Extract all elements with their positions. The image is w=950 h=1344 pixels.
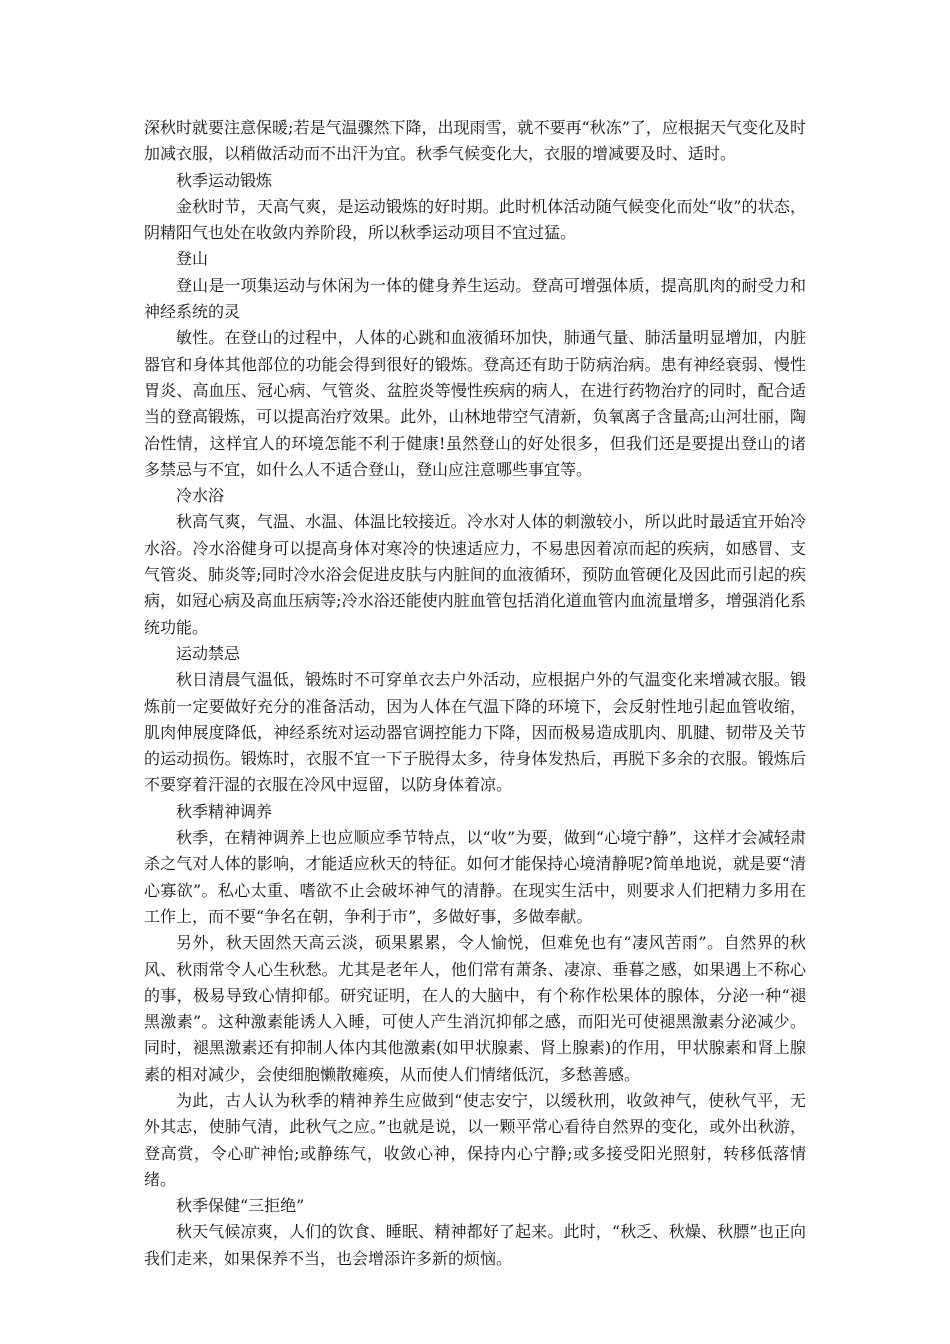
section-heading: 冷水浴 [176,486,225,506]
body-paragraph: 秋高气爽，气温、水温、体温比较接近。冷水对人体的刺激较小，所以此时最适宜开始冷水浴。冷水浴健身可以提高身体对寒冷的快速适应力，不易患因着凉而起的疾病，如感冒、支气管炎、肺炎等;同时冷水浴会促进皮肤与内脏间的血液循环，预防血管硬化及因此而引起的疾病，如冠心病及高血压病等;冷水浴还能使内脏血管包括消化道血管内血流量增多，增强消化系统功能。 [144,512,806,637]
body-paragraph: 另外，秋天固然天高云淡，硕果累累，令人愉悦，但难免也有“凄风苦雨”。自然界的秋风、秋雨常令人心生秋愁。尤其是老年人，他们常有萧条、凄凉、垂暮之感，如果遇上不称心的事，极易导致心情抑郁。研究证明，在人的大脑中，有个称作松果体的腺体，分泌一种“褪黑激素”。这种激素能诱人入睡，可使人产生消沉抑郁之感，而阳光可使褪黑激素分泌减少。同时，褪黑激素还有抑制人体内其他激素(如甲状腺素、肾上腺素)的作用，甲状腺素和肾上腺素的相对减少，会使细胞懒散瘫痪，从而使人们情绪低沉，多愁善感。 [144,933,806,1084]
section-heading: 秋季保健“三拒绝” [176,1196,305,1216]
body-paragraph: 深秋时就要注意保暖;若是气温骤然下降，出现雨雪，就不要再“秋冻”了，应根据天气变化及时加减衣服，以稍做活动而不出汗为宜。秋季气候变化大，衣服的增减要及时、适时。 [144,118,806,164]
section-heading: 登山 [176,249,209,269]
section-heading: 秋季精神调养 [176,801,273,821]
section-heading: 运动禁忌 [176,643,241,663]
body-paragraph: 秋日清晨气温低，锻炼时不可穿单衣去户外活动，应根据户外的气温变化来增减衣服。锻炼前一定要做好充分的准备活动，因为人体在气温下降的环境下，会反射性地引起血管收缩，肌肉伸展度降低，神经系统对运动器官调控能力下降，因而极易造成肌肉、肌腱、韧带及关节的运动损伤。锻炼时，衣服不宜一下子脱得太多，待身体发热后，再脱下多余的衣服。锻炼后不要穿着汗湿的衣服在冷风中逗留，以防身体着凉。 [144,670,806,795]
body-paragraph: 金秋时节，天高气爽，是运动锻炼的好时期。此时机体活动随气候变化而处“收”的状态，阴精阳气也处在收敛内养阶段，所以秋季运动项目不宜过猛。 [144,196,806,243]
body-paragraph: 秋天气候凉爽，人们的饮食、睡眠、精神都好了起来。此时，“秋乏、秋燥、秋膘”也正向我们走来，如果保养不当，也会增添许多新的烦恼。 [144,1222,806,1268]
document-page [144,115,806,1272]
body-paragraph: 秋季，在精神调养上也应顺应季节特点，以“收”为要，做到“心境宁静”，这样才会减轻肃杀之气对人体的影响，才能适应秋天的特征。如何才能保持心境清静呢?简单地说，就是要“清心寡欲”。私心太重、嗜欲不止会破坏神气的清静。在现实生活中，则要求人们把精力多用在工作上，而不要“争名在朝，争利于市”，多做好事，多做奉献。 [144,828,806,926]
body-paragraph: 登山是一项集运动与休闲为一体的健身养生运动。登高可增强体质，提高肌肉的耐受力和神经系统的灵 [144,275,806,322]
body-paragraph: 为此，古人认为秋季的精神养生应做到“使志安宁，以缓秋刑，收敛神气，使秋气平，无外其志，使肺气清，此秋气之应。”也就是说，以一颗平常心看待自然界的变化，或外出秋游，登高赏，令心旷神怡;或静练气，收敛心神，保持内心宁静;或多接受阳光照射，转移低落情绪。 [144,1090,806,1189]
section-heading: 秋季运动锻炼 [176,170,273,190]
body-paragraph: 敏性。在登山的过程中，人体的心跳和血液循环加快，肺通气量、肺活量明显增加，内脏器官和身体其他部位的功能会得到很好的锻炼。登高还有助于防病治病。患有神经衰弱、慢性胃炎、高血压、冠心病、气管炎、盆腔炎等慢性疾病的病人，在进行药物治疗的同时，配合适当的登高锻炼，可以提高治疗效果。此外，山林地带空气清新，负氧离子含量高;山河壮丽，陶冶性情，这样宜人的环境怎能不利于健康!虽然登山的好处很多，但我们还是要提出登山的诸多禁忌与不宜，如什么人不适合登山，登山应注意哪些事宜等。 [144,328,806,479]
